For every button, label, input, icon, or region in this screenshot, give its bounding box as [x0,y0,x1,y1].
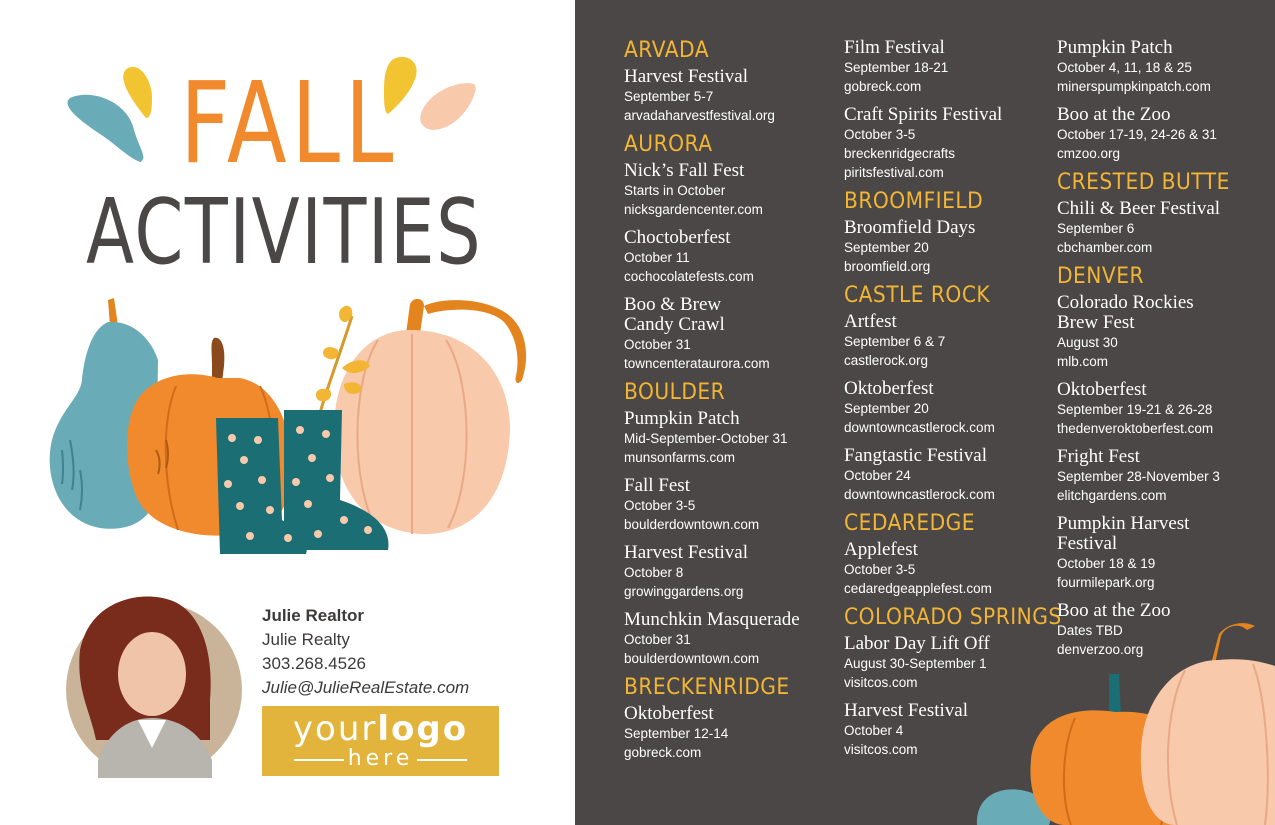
event-date: October 4, 11, 18 & 25 [1057,60,1192,75]
event-date: October 24 [844,468,911,483]
event-name: Nick’s Fall Fest [624,160,745,181]
city-heading: BOULDER [624,380,726,405]
event-name: Choctoberfest [624,227,731,248]
events-column-3 [1057,34,1272,659]
event-item [1057,447,1272,505]
event-website: growinggardens.org [624,584,744,599]
event-date: October 31 [624,632,691,647]
event-date: September 6 & 7 [844,334,946,349]
city-heading: CASTLE ROCK [844,283,991,308]
event-name: Labor Day Lift Off [844,633,990,654]
event-website: cbchamber.com [1057,240,1153,255]
event-website: castlerock.org [844,353,929,368]
event-website: thedenveroktoberfest.com [1057,421,1214,436]
event-name: Oktoberfest [624,703,714,724]
event-name-continued: Candy Crawl [624,314,725,335]
city-heading: COLORADO SPRINGS [844,605,1062,630]
event-name: Harvest Festival [624,66,749,87]
event-name: Pumpkin Patch [1057,37,1173,58]
event-website: nicksgardencenter.com [624,202,763,217]
event-name: Boo at the Zoo [1057,600,1171,621]
event-date: Mid-September-October 31 [624,431,788,446]
event-item [624,610,834,668]
agent-phone: 303.268.4526 [262,654,366,673]
event-item [624,295,834,373]
event-name: Munchkin Masquerade [624,609,800,630]
event-website: towncenterataurora.com [624,356,770,371]
event-date: October 4 [844,723,904,738]
event-website: breckenridgecrafts [844,146,956,161]
event-date: August 30-September 1 [844,656,987,671]
logo-word-your: your [292,709,378,749]
event-website: visitcos.com [844,742,918,757]
event-item [624,228,834,286]
event-item [844,38,1049,96]
city-heading: BROOMFIELD [844,189,984,214]
event-date: October 8 [624,565,684,580]
agent-photo [66,597,242,778]
event-item [844,218,1049,276]
event-website: munsonfarms.com [624,450,736,465]
event-name: Broomfield Days [844,217,976,238]
event-website: elitchgardens.com [1057,488,1167,503]
event-name: Colorado Rockies [1057,292,1194,313]
event-website: mlb.com [1057,354,1109,369]
event-website: broomfield.org [844,259,931,274]
event-website: fourmilepark.org [1057,575,1155,590]
event-date: October 31 [624,337,691,352]
event-name: Fangtastic Festival [844,445,988,466]
event-website: boulderdowntown.com [624,517,760,532]
logo-placeholder [262,706,499,776]
event-item [624,543,834,601]
agent-name: Julie Realtor [262,606,365,625]
event-item [844,379,1049,437]
event-name-continued: Festival [1057,533,1118,554]
events-column-1 [624,34,834,762]
event-name: Fright Fest [1057,446,1140,467]
logo-word-here: here [262,748,499,770]
event-website: gobreck.com [844,79,922,94]
event-website: cedaredgeapplefest.com [844,581,992,596]
event-website: visitcos.com [844,675,918,690]
event-item [1057,514,1272,592]
event-item [624,161,834,219]
event-item [844,540,1049,598]
event-website: downtowncastlerock.com [844,420,995,435]
event-website: gobreck.com [624,745,702,760]
event-item [844,312,1049,370]
event-website: piritsfestival.com [844,165,944,180]
event-item [624,704,834,762]
event-item [1057,105,1272,163]
event-date: September 12-14 [624,726,729,741]
event-item [1057,199,1272,257]
city-heading: ARVADA [624,38,710,63]
title-line-2: ACTIVITIES [86,180,483,285]
event-name: Oktoberfest [1057,379,1147,400]
logo-word-logo: logo [377,709,469,749]
event-date: August 30 [1057,335,1118,350]
agent-email: Julie@JulieRealEstate.com [262,678,470,697]
agent-company: Julie Realty [262,630,350,649]
events-column-2 [844,34,1062,759]
event-name: Oktoberfest [844,378,934,399]
event-name: Pumpkin Harvest [1057,513,1190,534]
city-heading: CRESTED BUTTE [1057,170,1230,195]
event-item [1057,601,1272,659]
event-date: October 17-19, 24-26 & 31 [1057,127,1217,142]
event-name: Fall Fest [624,475,690,496]
event-website: denverzoo.org [1057,642,1144,657]
event-item [1057,380,1272,438]
events-panel [575,0,1275,825]
event-date: October 18 & 19 [1057,556,1156,571]
event-date: Starts in October [624,183,726,198]
agent-contact [262,604,469,700]
event-name: Chili & Beer Festival [1057,198,1221,219]
event-name-continued: Brew Fest [1057,312,1135,333]
event-item [844,701,1049,759]
event-date: September 20 [844,240,929,255]
city-heading: BRECKENRIDGE [624,675,790,700]
event-item [1057,38,1272,96]
event-date: October 11 [624,250,690,265]
event-item [844,446,1049,504]
event-item [844,634,1049,692]
event-date: Dates TBD [1057,623,1123,638]
event-date: September 18-21 [844,60,949,75]
event-website: arvadaharvestfestival.org [624,108,775,123]
event-date: October 3-5 [844,562,916,577]
event-name: Film Festival [844,37,945,58]
event-name: Craft Spirits Festival [844,104,1003,125]
event-name: Pumpkin Patch [624,408,740,429]
event-item [624,409,834,467]
event-item [1057,293,1272,371]
event-website: cmzoo.org [1057,146,1121,161]
city-heading: CEDAREDGE [844,511,976,536]
city-heading: DENVER [1057,264,1144,289]
event-date: September 5-7 [624,89,714,104]
event-name: Applefest [844,539,918,560]
event-website: boulderdowntown.com [624,651,760,666]
event-date: September 28-November 3 [1057,469,1220,484]
event-item [844,105,1049,182]
event-name: Harvest Festival [624,542,749,563]
left-panel [0,0,575,825]
peach-pumpkin [334,299,526,534]
event-date: October 3-5 [844,127,916,142]
event-item [624,67,834,125]
event-date: October 3-5 [624,498,696,513]
event-date: September 6 [1057,221,1135,236]
title-line-1: FALL [180,59,399,189]
event-name: Boo at the Zoo [1057,104,1171,125]
event-name: Harvest Festival [844,700,969,721]
event-website: cochocolatefests.com [624,269,754,284]
event-website: minerspumpkinpatch.com [1057,79,1211,94]
event-name: Artfest [844,311,897,332]
event-item [624,476,834,534]
event-name: Boo & Brew [624,294,722,315]
event-date: September 19-21 & 26-28 [1057,402,1213,417]
city-heading: AURORA [624,132,713,157]
event-website: downtowncastlerock.com [844,487,995,502]
event-date: September 20 [844,401,929,416]
